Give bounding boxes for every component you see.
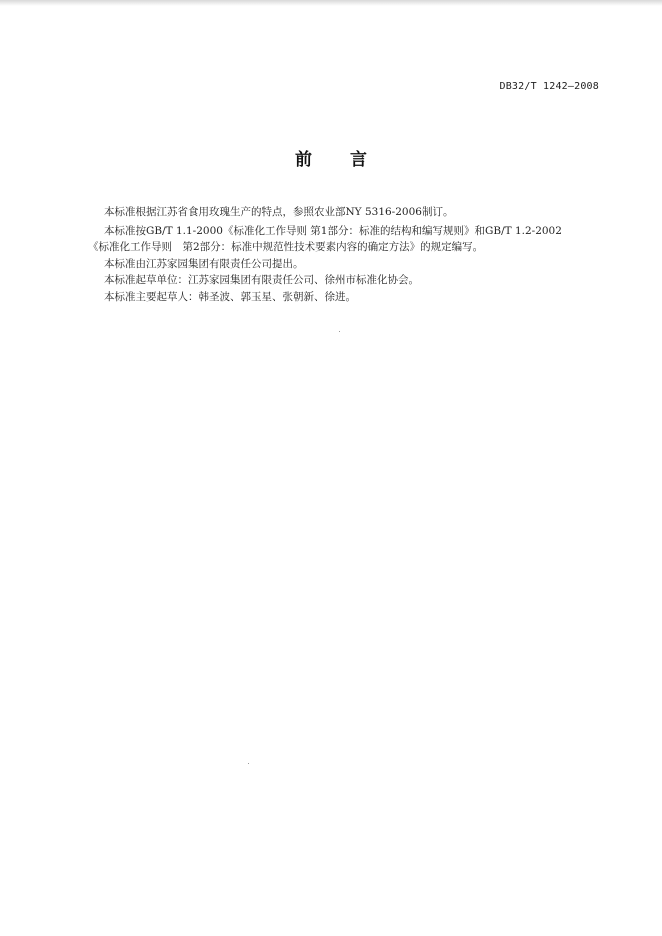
scan-speck [339, 331, 340, 332]
paragraph-drafting-rules-continued: 《标准化工作导则 第2部分：标准中规范性技术要素内容的确定方法》的规定编写。 [88, 241, 484, 254]
paragraph-basis: 本标准根据江苏省食用玫瑰生产的特点，参照农业部NY 5316-2006制订。 [104, 206, 454, 218]
paragraph-drafting-rules: 本标准按GB/T 1.1-2000《标准化工作导则 第1部分：标准的结构和编写规则》和GB/T 1.2-2002 [104, 224, 562, 237]
paragraph-drafting-units: 本标准起草单位：江苏家园集团有限责任公司、徐州市标准化协会。 [104, 274, 419, 287]
paragraph-drafters: 本标准主要起草人：韩圣波、郭玉星、张朝新、徐进。 [104, 290, 356, 303]
foreword-body [88, 204, 600, 306]
scan-speck [248, 763, 249, 764]
page-title: 前言 [295, 150, 405, 170]
document-code: DB32/T 1242—2008 [499, 81, 599, 92]
scan-edge-shading [0, 0, 662, 6]
paragraph-proposer: 本标准由江苏家园集团有限责任公司提出。 [104, 257, 304, 270]
